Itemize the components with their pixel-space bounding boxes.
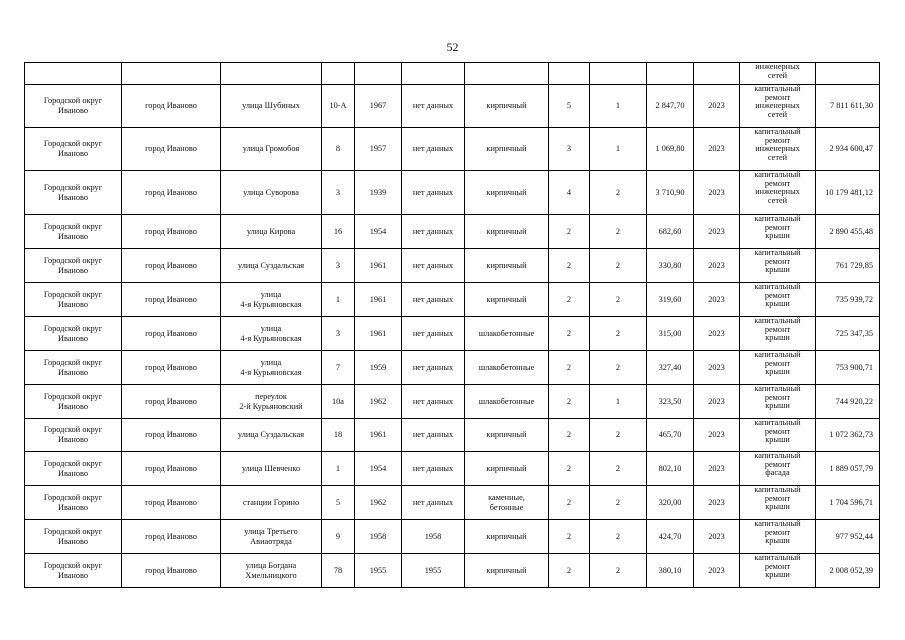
table-row [25, 215, 880, 249]
cell-year: 1962 [355, 486, 402, 520]
table-row [25, 351, 880, 385]
cell-street: улица 4-я Курьяновская [221, 283, 322, 317]
table-row [25, 283, 880, 317]
cell-entrances: 2 [590, 520, 647, 554]
cell-house: 3 [322, 317, 355, 351]
cell-entrances: 2 [590, 215, 647, 249]
cell-street: улица Шевченко [221, 452, 322, 486]
cell-year: 1939 [355, 171, 402, 215]
table-row [25, 85, 880, 128]
housing-repair-table [24, 62, 880, 588]
cell-cost: 977 952,44 [816, 520, 880, 554]
cell-year2: нет данных [402, 283, 465, 317]
cell-area: 682,60 [647, 215, 694, 249]
cell-work: капитальный ремонт фасада [740, 452, 816, 486]
cell-house: 7 [322, 351, 355, 385]
cell-city: город Иваново [122, 351, 221, 385]
cell-street: улица Кирова [221, 215, 322, 249]
cell-entrances: 2 [590, 351, 647, 385]
table-row [25, 171, 880, 215]
cell-street: улица 4-я Курьяновская [221, 317, 322, 351]
cell-district: Городской округ Иваново [25, 486, 122, 520]
cell-plan-year: 2023 [694, 520, 740, 554]
cell-area: 320,00 [647, 486, 694, 520]
cell-year: 1962 [355, 385, 402, 419]
cell-floors: 2 [549, 452, 590, 486]
cell-district: Городской округ Иваново [25, 554, 122, 588]
cell-city: город Иваново [122, 283, 221, 317]
cell-year: 1961 [355, 283, 402, 317]
cell-material: каменные, бетонные [465, 486, 549, 520]
cell-year: 1954 [355, 215, 402, 249]
cell-city: город Иваново [122, 249, 221, 283]
cell-house: 16 [322, 215, 355, 249]
cell-work: капитальный ремонт крыши [740, 486, 816, 520]
cell-house: 1 [322, 283, 355, 317]
cell-year: 1961 [355, 419, 402, 452]
cell-house: 5 [322, 486, 355, 520]
cell-floors: 2 [549, 317, 590, 351]
cell-city: город Иваново [122, 452, 221, 486]
cell-cost [816, 63, 880, 85]
cell-year2: нет данных [402, 128, 465, 171]
cell-house: 8 [322, 128, 355, 171]
table-row [25, 63, 880, 85]
cell-material: шлакобетонные [465, 317, 549, 351]
cell-work: капитальный ремонт крыши [740, 554, 816, 588]
cell-cost: 1 704 596,71 [816, 486, 880, 520]
cell-house: 1 [322, 452, 355, 486]
cell-area: 3 710,90 [647, 171, 694, 215]
cell-cost: 2 934 600,47 [816, 128, 880, 171]
cell-floors: 2 [549, 351, 590, 385]
cell-cost: 1 889 057,79 [816, 452, 880, 486]
cell-material [465, 63, 549, 85]
cell-entrances [590, 63, 647, 85]
cell-material: кирпичный [465, 249, 549, 283]
cell-entrances: 2 [590, 554, 647, 588]
cell-plan-year: 2023 [694, 351, 740, 385]
cell-city: город Иваново [122, 554, 221, 588]
cell-year2: 1955 [402, 554, 465, 588]
cell-street: станции Горино [221, 486, 322, 520]
cell-year2: нет данных [402, 351, 465, 385]
cell-house [322, 63, 355, 85]
cell-city: город Иваново [122, 520, 221, 554]
cell-cost: 7 811 611,30 [816, 85, 880, 128]
cell-entrances: 1 [590, 128, 647, 171]
cell-work: капитальный ремонт инженерных сетей [740, 85, 816, 128]
cell-year: 1954 [355, 452, 402, 486]
cell-plan-year: 2023 [694, 171, 740, 215]
cell-plan-year: 2023 [694, 486, 740, 520]
cell-plan-year: 2023 [694, 317, 740, 351]
cell-area: 315,00 [647, 317, 694, 351]
cell-city: город Иваново [122, 171, 221, 215]
cell-house: 18 [322, 419, 355, 452]
table-body [25, 63, 880, 588]
table-row [25, 385, 880, 419]
cell-work: капитальный ремонт крыши [740, 283, 816, 317]
cell-year2: 1958 [402, 520, 465, 554]
cell-year: 1959 [355, 351, 402, 385]
cell-district: Городской округ Иваново [25, 452, 122, 486]
cell-house: 3 [322, 171, 355, 215]
cell-material: кирпичный [465, 215, 549, 249]
cell-work: капитальный ремонт крыши [740, 520, 816, 554]
cell-floors [549, 63, 590, 85]
cell-entrances: 2 [590, 452, 647, 486]
cell-material: кирпичный [465, 520, 549, 554]
cell-district: Городской округ Иваново [25, 171, 122, 215]
cell-district: Городской округ Иваново [25, 249, 122, 283]
cell-cost: 2 008 052,39 [816, 554, 880, 588]
cell-area: 465,70 [647, 419, 694, 452]
cell-plan-year [694, 63, 740, 85]
cell-city: город Иваново [122, 419, 221, 452]
cell-work: капитальный ремонт крыши [740, 317, 816, 351]
cell-house: 3 [322, 249, 355, 283]
cell-entrances: 2 [590, 249, 647, 283]
cell-material: кирпичный [465, 171, 549, 215]
cell-floors: 2 [549, 419, 590, 452]
cell-plan-year: 2023 [694, 554, 740, 588]
table-row [25, 249, 880, 283]
cell-street: улица Третьего Авиаотряда [221, 520, 322, 554]
cell-district: Городской округ Иваново [25, 317, 122, 351]
cell-year: 1957 [355, 128, 402, 171]
cell-house: 78 [322, 554, 355, 588]
cell-street: улица Громобоя [221, 128, 322, 171]
cell-district: Городской округ Иваново [25, 351, 122, 385]
cell-material: кирпичный [465, 419, 549, 452]
cell-district: Городской округ Иваново [25, 215, 122, 249]
cell-plan-year: 2023 [694, 128, 740, 171]
cell-year2: нет данных [402, 419, 465, 452]
cell-work: инженерных сетей [740, 63, 816, 85]
cell-work: капитальный ремонт крыши [740, 351, 816, 385]
cell-floors: 5 [549, 85, 590, 128]
cell-street: улица Богдана Хмельницкого [221, 554, 322, 588]
cell-year2 [402, 63, 465, 85]
cell-area: 380,10 [647, 554, 694, 588]
cell-floors: 2 [549, 486, 590, 520]
cell-cost: 744 920,22 [816, 385, 880, 419]
cell-plan-year: 2023 [694, 385, 740, 419]
cell-year2: нет данных [402, 385, 465, 419]
cell-city: город Иваново [122, 215, 221, 249]
cell-area: 330,80 [647, 249, 694, 283]
cell-city: город Иваново [122, 317, 221, 351]
cell-floors: 2 [549, 520, 590, 554]
cell-district: Городской округ Иваново [25, 419, 122, 452]
table-row [25, 317, 880, 351]
cell-city: город Иваново [122, 385, 221, 419]
cell-work: капитальный ремонт крыши [740, 249, 816, 283]
cell-material: шлакобетонные [465, 385, 549, 419]
cell-cost: 2 890 455,48 [816, 215, 880, 249]
cell-area: 323,50 [647, 385, 694, 419]
cell-work: капитальный ремонт крыши [740, 385, 816, 419]
cell-year [355, 63, 402, 85]
cell-floors: 3 [549, 128, 590, 171]
cell-street: улица Суздальская [221, 419, 322, 452]
cell-year: 1967 [355, 85, 402, 128]
cell-floors: 4 [549, 171, 590, 215]
cell-year2: нет данных [402, 85, 465, 128]
cell-house: 10-А [322, 85, 355, 128]
cell-cost: 725 347,35 [816, 317, 880, 351]
cell-area: 327,40 [647, 351, 694, 385]
table-row [25, 128, 880, 171]
cell-plan-year: 2023 [694, 249, 740, 283]
cell-year2: нет данных [402, 486, 465, 520]
page-number: 52 [446, 40, 459, 54]
cell-cost: 735 939,72 [816, 283, 880, 317]
cell-year: 1961 [355, 317, 402, 351]
cell-cost: 753 900,71 [816, 351, 880, 385]
cell-work: капитальный ремонт крыши [740, 215, 816, 249]
table-row [25, 486, 880, 520]
cell-work: капитальный ремонт крыши [740, 419, 816, 452]
cell-entrances: 1 [590, 85, 647, 128]
cell-material: шлакобетонные [465, 351, 549, 385]
cell-plan-year: 2023 [694, 419, 740, 452]
cell-entrances: 1 [590, 385, 647, 419]
cell-entrances: 2 [590, 283, 647, 317]
cell-year2: нет данных [402, 452, 465, 486]
cell-floors: 2 [549, 283, 590, 317]
cell-cost: 10 179 481,12 [816, 171, 880, 215]
cell-street: улица Суздальская [221, 249, 322, 283]
table-row [25, 554, 880, 588]
cell-year: 1958 [355, 520, 402, 554]
cell-plan-year: 2023 [694, 452, 740, 486]
cell-plan-year: 2023 [694, 283, 740, 317]
cell-entrances: 2 [590, 171, 647, 215]
cell-district: Городской округ Иваново [25, 283, 122, 317]
cell-floors: 2 [549, 385, 590, 419]
table-row [25, 520, 880, 554]
cell-district: Городской округ Иваново [25, 385, 122, 419]
cell-material: кирпичный [465, 128, 549, 171]
cell-year: 1961 [355, 249, 402, 283]
cell-plan-year: 2023 [694, 215, 740, 249]
cell-floors: 2 [549, 215, 590, 249]
cell-floors: 2 [549, 249, 590, 283]
cell-area: 2 847,70 [647, 85, 694, 128]
cell-city [122, 63, 221, 85]
cell-year: 1955 [355, 554, 402, 588]
cell-work: капитальный ремонт инженерных сетей [740, 128, 816, 171]
cell-entrances: 2 [590, 486, 647, 520]
cell-district: Городской округ Иваново [25, 520, 122, 554]
cell-material: кирпичный [465, 283, 549, 317]
cell-district [25, 63, 122, 85]
cell-floors: 2 [549, 554, 590, 588]
cell-entrances: 2 [590, 419, 647, 452]
cell-house: 9 [322, 520, 355, 554]
table-row [25, 452, 880, 486]
cell-city: город Иваново [122, 486, 221, 520]
cell-street: улица Шубиных [221, 85, 322, 128]
cell-district: Городской округ Иваново [25, 85, 122, 128]
cell-year2: нет данных [402, 249, 465, 283]
cell-work: капитальный ремонт инженерных сетей [740, 171, 816, 215]
cell-district: Городской округ Иваново [25, 128, 122, 171]
cell-street: переулок 2-й Курьяновский [221, 385, 322, 419]
cell-cost: 761 729,85 [816, 249, 880, 283]
cell-material: кирпичный [465, 452, 549, 486]
cell-street: улица 4-я Курьяновская [221, 351, 322, 385]
cell-area [647, 63, 694, 85]
cell-area: 1 069,80 [647, 128, 694, 171]
cell-material: кирпичный [465, 554, 549, 588]
cell-house: 10а [322, 385, 355, 419]
cell-year2: нет данных [402, 215, 465, 249]
table-row [25, 419, 880, 452]
cell-plan-year: 2023 [694, 85, 740, 128]
cell-area: 424,70 [647, 520, 694, 554]
cell-area: 802,10 [647, 452, 694, 486]
cell-street [221, 63, 322, 85]
cell-street: улица Суворова [221, 171, 322, 215]
cell-area: 319,60 [647, 283, 694, 317]
cell-year2: нет данных [402, 171, 465, 215]
cell-entrances: 2 [590, 317, 647, 351]
cell-city: город Иваново [122, 85, 221, 128]
cell-city: город Иваново [122, 128, 221, 171]
cell-year2: нет данных [402, 317, 465, 351]
cell-cost: 1 072 362,73 [816, 419, 880, 452]
cell-material: кирпичный [465, 85, 549, 128]
